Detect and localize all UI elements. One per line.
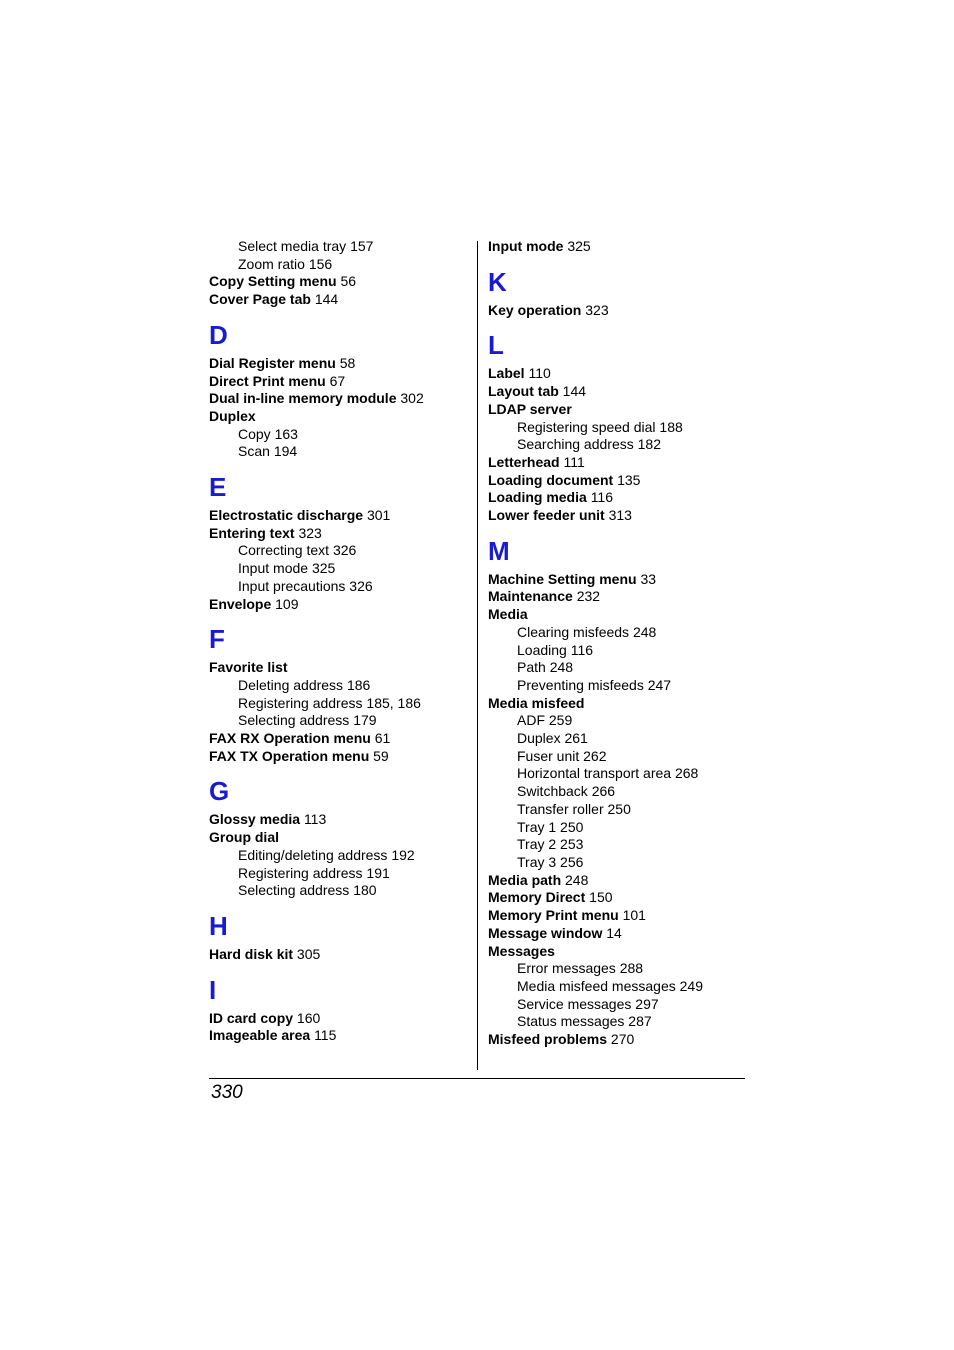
page-reference: 266 (591, 783, 616, 800)
index-term: Dual in-line memory module (209, 390, 397, 407)
index-subentry-switchback (488, 783, 750, 801)
index-entry-fax-tx-operation-menu (209, 748, 471, 766)
section-letter-h: H (209, 910, 228, 941)
page-reference: 14 (606, 924, 622, 941)
index-entry-entering-text (209, 525, 471, 543)
page-reference: 305 (296, 945, 321, 962)
index-term: Group dial (209, 829, 279, 846)
page-reference: 61 (374, 730, 391, 747)
index-term: Tray 2 (517, 836, 557, 853)
index-entry-dial-register-menu (209, 355, 471, 373)
index-entry-imageable-area (209, 1027, 471, 1045)
index-term: Registering speed dial (517, 418, 656, 435)
index-term: Selecting address (238, 712, 350, 729)
index-subentry-path (488, 659, 750, 677)
index-term: Editing/deleting address (238, 846, 388, 863)
page-reference: 301 (366, 507, 391, 524)
index-term: Misfeed problems (488, 1031, 608, 1048)
page-reference: 150 (589, 889, 613, 906)
index-term: Copy (238, 425, 271, 442)
index-term: Horizontal transport area (517, 765, 672, 782)
section-letter-k: K (488, 266, 507, 297)
page-reference: 313 (608, 507, 632, 524)
index-term: Selecting address (238, 882, 350, 899)
index-entry-electrostatic-discharge (209, 507, 471, 525)
page-reference: 262 (583, 747, 607, 764)
index-subentry-horizontal-transport-area (488, 765, 750, 783)
page-reference: 101 (622, 907, 646, 924)
page-reference: 135 (617, 471, 641, 488)
section-letter-g: G (209, 776, 230, 807)
page-reference: 110 (528, 365, 551, 382)
index-subentry-adf (488, 712, 750, 730)
index-term: Media misfeed (488, 694, 585, 711)
index-entry-group-dial (209, 829, 471, 847)
index-term: Status messages (517, 1013, 625, 1030)
page-reference: 185, 186 (366, 694, 421, 711)
index-term: Service messages (517, 995, 632, 1012)
page-reference: 259 (548, 712, 573, 729)
index-entry-copy-setting-menu (209, 273, 471, 291)
index-entry-messages (488, 943, 750, 961)
index-entry-misfeed-problems (488, 1031, 750, 1049)
page-reference: 194 (273, 443, 298, 460)
index-term: ID card copy (209, 1009, 294, 1026)
index-entry-duplex (209, 408, 471, 426)
index-subentry-selecting-address (209, 712, 471, 730)
index-term: Imageable area (209, 1027, 311, 1044)
page-reference: 191 (366, 864, 390, 881)
index-entry-message-window (488, 925, 750, 943)
index-entry-memory-print-menu (488, 907, 750, 925)
section-letter-e: E (209, 472, 227, 503)
index-subentry-media-misfeed-messages (488, 978, 750, 996)
page-reference: 116 (590, 489, 614, 506)
index-term: LDAP server (488, 400, 572, 417)
index-subentry-select-media-tray (209, 238, 471, 256)
index-subentry-service-messages (488, 996, 750, 1014)
page-reference: 326 (332, 542, 357, 559)
index-subentry-tray-2 (488, 836, 750, 854)
index-entry-id-card-copy (209, 1010, 471, 1028)
page-reference: 59 (373, 747, 389, 764)
index-entry-ldap-server (488, 401, 750, 419)
index-term: ADF (517, 712, 545, 729)
index-subentry-loading (488, 642, 750, 660)
section-letter-d: D (209, 319, 228, 350)
index-subentry-editing-deleting-address (209, 847, 471, 865)
page-reference: 323 (298, 524, 322, 541)
page-reference: 179 (353, 712, 377, 729)
page-reference: 323 (585, 301, 609, 318)
index-column-right (488, 238, 750, 1049)
index-term: Preventing misfeeds (517, 676, 644, 693)
index-subentry-copy (209, 426, 471, 444)
page-reference: 186 (346, 676, 371, 693)
page-reference: 163 (274, 425, 298, 442)
page-reference: 56 (340, 273, 357, 290)
index-subentry-error-messages (488, 960, 750, 978)
index-subentry-duplex (488, 730, 750, 748)
index-term: Path (517, 659, 546, 676)
page-reference: 144 (562, 383, 587, 400)
index-term: FAX TX Operation menu (209, 747, 370, 764)
section-letter-m: M (488, 535, 510, 566)
index-term: Registering address (238, 694, 363, 711)
index-term: Dial Register menu (209, 354, 336, 371)
index-term: Error messages (517, 960, 616, 977)
index-term: Envelope (209, 595, 272, 612)
page-reference: 248 (632, 623, 657, 640)
index-term: Correcting text (238, 542, 330, 559)
index-entry-glossy-media (209, 811, 471, 829)
index-entry-input-mode (488, 238, 750, 256)
index-term: Zoom ratio (238, 255, 305, 272)
index-entry-key-operation (488, 302, 750, 320)
index-entry-favorite-list (209, 659, 471, 677)
index-entry-hard-disk-kit (209, 946, 471, 964)
footer-rule (209, 1078, 745, 1079)
index-subentry-searching-address (488, 436, 750, 454)
index-term: Copy Setting menu (209, 273, 337, 290)
index-subentry-scan (209, 443, 471, 461)
page-reference: 256 (560, 853, 584, 870)
index-term: Deleting address (238, 676, 344, 693)
page-reference: 270 (610, 1031, 635, 1048)
index-term: Searching address (517, 436, 634, 453)
index-entry-memory-direct (488, 889, 750, 907)
index-term: Hard disk kit (209, 945, 294, 962)
index-term: FAX RX Operation menu (209, 730, 371, 747)
page-reference: 67 (329, 372, 346, 389)
index-entry-direct-print-menu (209, 373, 471, 391)
index-subentry-selecting-address (209, 882, 471, 900)
index-entry-letterhead (488, 454, 750, 472)
index-term: Message window (488, 924, 603, 941)
page-reference: 115 (314, 1027, 337, 1044)
index-term: Input precautions (238, 577, 346, 594)
index-term: Letterhead (488, 453, 560, 470)
index-term: Cover Page tab (209, 291, 311, 308)
index-term: Loading document (488, 471, 614, 488)
section-letter-f: F (209, 624, 225, 655)
page-number: 330 (211, 1082, 243, 1103)
page-reference: 182 (637, 436, 661, 453)
page-reference: 160 (296, 1009, 321, 1026)
index-term: Layout tab (488, 383, 559, 400)
page-reference: 297 (635, 995, 659, 1012)
index-subentry-correcting-text (209, 542, 471, 560)
index-term: Clearing misfeeds (517, 623, 630, 640)
index-subentry-registering-address (209, 865, 471, 883)
index-entry-envelope (209, 596, 471, 614)
page-reference: 302 (400, 390, 424, 407)
index-subentry-tray-1 (488, 819, 750, 837)
index-subentry-deleting-address (209, 677, 471, 695)
index-entry-media-path (488, 872, 750, 890)
page-reference: 325 (567, 238, 591, 254)
index-subentry-registering-address (209, 695, 471, 713)
index-term: Media (488, 606, 528, 623)
page-reference: 113 (303, 811, 327, 828)
section-letter-i: I (209, 974, 217, 1005)
index-term: Fuser unit (517, 747, 580, 764)
index-term: Machine Setting menu (488, 570, 637, 587)
index-term: Loading media (488, 489, 587, 506)
index-term: Glossy media (209, 811, 301, 828)
page-reference: 287 (628, 1013, 652, 1030)
page-reference: 250 (560, 818, 584, 835)
index-entry-cover-page-tab (209, 291, 471, 309)
index-entry-dual-in-line-memory-module (209, 390, 471, 408)
index-subentry-status-messages (488, 1013, 750, 1031)
page-reference: 33 (640, 570, 657, 587)
index-column-left (209, 238, 471, 1045)
index-entry-maintenance (488, 588, 750, 606)
page-reference: 253 (560, 836, 584, 853)
index-term: Duplex (517, 730, 561, 747)
page-reference: 188 (659, 418, 683, 435)
section-letter-l: L (488, 330, 504, 361)
page-reference: 180 (353, 882, 377, 899)
index-term: Electrostatic discharge (209, 507, 364, 524)
page-reference: 192 (391, 846, 415, 863)
index-term: Registering address (238, 864, 363, 881)
index-term: Key operation (488, 301, 582, 318)
index-entry-media-misfeed (488, 695, 750, 713)
index-term: Input mode (488, 238, 564, 254)
index-subentry-transfer-roller (488, 801, 750, 819)
page-reference: 261 (564, 730, 588, 747)
index-term: Tray 1 (517, 818, 557, 835)
index-subentry-input-mode (209, 560, 471, 578)
index-subentry-input-precautions (209, 578, 471, 596)
index-entry-loading-document (488, 472, 750, 490)
index-subentry-tray-3 (488, 854, 750, 872)
index-subentry-zoom-ratio (209, 256, 471, 274)
index-entry-layout-tab (488, 383, 750, 401)
page-reference: 58 (339, 354, 356, 371)
index-term: Switchback (517, 783, 588, 800)
index-term: Loading (517, 641, 567, 658)
index-entry-label (488, 365, 750, 383)
index-term: Entering text (209, 524, 295, 541)
index-term: Maintenance (488, 588, 573, 605)
index-term: Label (488, 365, 525, 382)
index-subentry-registering-speed-dial (488, 419, 750, 437)
index-entry-loading-media (488, 489, 750, 507)
page-reference: 325 (311, 560, 336, 577)
index-term: Media misfeed messages (517, 977, 676, 994)
index-term: Scan (238, 443, 270, 460)
index-term: Duplex (209, 407, 256, 424)
index-term: Media path (488, 871, 562, 888)
page-reference: 250 (607, 800, 631, 817)
page-reference: 111 (563, 453, 585, 470)
page-reference: 248 (565, 871, 589, 888)
page-reference: 249 (679, 977, 703, 994)
page-reference: 326 (349, 577, 373, 594)
page-reference: 248 (549, 659, 574, 676)
page-reference: 232 (576, 588, 601, 605)
index-subentry-fuser-unit (488, 748, 750, 766)
page-reference: 247 (647, 676, 672, 693)
index-entry-machine-setting-menu (488, 571, 750, 589)
page-reference: 144 (314, 291, 339, 308)
index-term: Transfer roller (517, 800, 604, 817)
index-term: Input mode (238, 560, 309, 577)
page-reference: 157 (350, 238, 374, 254)
index-entry-lower-feeder-unit (488, 507, 750, 525)
index-term: Select media tray (238, 238, 347, 254)
index-entry-media (488, 606, 750, 624)
index-term: Lower feeder unit (488, 507, 605, 524)
index-term: Messages (488, 942, 555, 959)
index-entry-fax-rx-operation-menu (209, 730, 471, 748)
index-term: Tray 3 (517, 853, 557, 870)
page-reference: 116 (570, 641, 594, 658)
index-term: Favorite list (209, 659, 288, 676)
column-divider (477, 241, 478, 1070)
index-subentry-clearing-misfeeds (488, 624, 750, 642)
page-reference: 288 (619, 960, 644, 977)
index-term: Direct Print menu (209, 372, 326, 389)
index-subentry-preventing-misfeeds (488, 677, 750, 695)
page-reference: 268 (674, 765, 699, 782)
page-reference: 156 (308, 255, 333, 272)
index-term: Memory Print menu (488, 907, 619, 924)
index-term: Memory Direct (488, 889, 586, 906)
page-reference: 109 (275, 595, 299, 612)
